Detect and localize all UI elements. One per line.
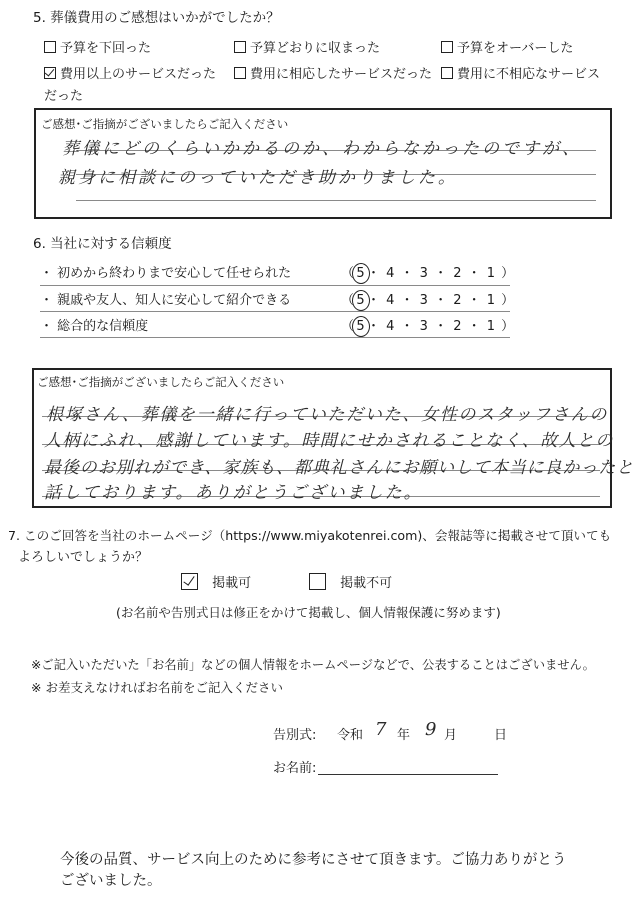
q5-option-under-budget[interactable]: 予算を下回った — [44, 37, 151, 56]
closing-line-2: ございました。 — [60, 873, 162, 889]
name-input-line[interactable] — [318, 774, 498, 775]
checkbox-checked-icon[interactable] — [44, 67, 56, 79]
q6-item-3-rating[interactable]: （5・ 4 ・ 3 ・ 2 ・ 1 ） — [341, 315, 515, 337]
privacy-notice: ※ご記入いただいた「お名前」などの個人情報をホームページなどで、公表することはございません。 — [31, 658, 595, 672]
checkbox-icon[interactable] — [44, 41, 56, 53]
rating-selected[interactable]: 5 — [352, 263, 370, 284]
rating-selected[interactable]: 5 — [352, 290, 370, 311]
q6-comment-line-4: 話しております。ありがとうございました。 — [44, 483, 423, 503]
ceremony-month-value[interactable]: 9 — [425, 719, 437, 740]
ceremony-year-value[interactable]: 7 — [375, 719, 387, 740]
checkbox-icon[interactable] — [441, 67, 453, 79]
q5-comment-label: ご感想･ご指摘がございましたらご記入ください — [41, 117, 289, 131]
ceremony-era: 令和 — [337, 728, 364, 743]
q6-comment-label: ご感想･ご指摘がございましたらご記入ください — [37, 375, 285, 389]
checkbox-icon[interactable] — [441, 41, 453, 53]
q6-comment-line-2: 人柄にふれ、感謝しています。時間にせかされることなく、故人との — [44, 431, 614, 451]
q5-option-over-budget[interactable]: 予算をオーバーした — [441, 37, 573, 56]
ruled-line — [40, 285, 510, 286]
q6-item-2-label: ・ 親戚や友人、知人に安心して紹介できる — [40, 293, 292, 308]
q6-comment-box[interactable] — [32, 368, 635, 508]
ceremony-day-unit: 日 — [494, 728, 508, 743]
ceremony-year-unit: 年 — [397, 728, 411, 743]
checkbox-icon[interactable] — [234, 41, 246, 53]
q6-comment-line-3: 最後のお別れができ、家族も、都典礼さんにお願いして本当に良かったと — [44, 458, 635, 478]
q6-comment-line-1: 根塚さん、葬儀を一緒に行っていただいた、女性のスタッフさんの — [46, 405, 609, 425]
q5-option-wrap-text: だった — [44, 89, 84, 104]
checkbox-icon[interactable] — [309, 573, 326, 590]
ruled-line — [40, 337, 510, 338]
q7-option-publish[interactable]: 掲載可 — [181, 572, 251, 591]
q6-item-1-label: ・ 初めから終わりまで安心して任せられた — [40, 266, 292, 281]
q6-title: 6. 当社に対する信頼度 — [33, 236, 172, 252]
checkbox-icon[interactable] — [234, 67, 246, 79]
q5-comment-line-2: 親身に相談にのっていただき助かりました。 — [58, 168, 458, 188]
rating-selected[interactable]: 5 — [352, 316, 370, 337]
ceremony-label: 告別式: — [273, 728, 317, 743]
q6-item-1-rating[interactable]: （5・ 4 ・ 3 ・ 2 ・ 1 ） — [341, 262, 515, 284]
name-label: お名前: — [273, 761, 317, 776]
q7-title-line-1: 7. このご回答を当社のホームページ（https://www.miyakotenrei.com)、会報誌等に掲載させて頂いても — [8, 528, 612, 543]
q7-option-no-publish[interactable]: 掲載不可 — [309, 572, 392, 591]
q5-option-poor-value[interactable]: 費用に不相応なサービス — [441, 63, 600, 82]
closing-line-1: 今後の品質、サービス向上のために参考にさせて頂きます。ご協力ありがとう — [60, 852, 567, 868]
q6-item-3-label: ・ 総合的な信頼度 — [40, 319, 149, 334]
q5-comment-box[interactable] — [34, 108, 612, 219]
q5-option-fair-value[interactable]: 費用に相応したサービスだった — [234, 63, 432, 82]
q5-title: 5. 葬儀費用のご感想はいかがでしたか？ — [33, 10, 280, 26]
checkbox-checked-icon[interactable] — [181, 573, 198, 590]
ceremony-month-unit: 月 — [444, 728, 458, 743]
ruled-line — [76, 200, 596, 201]
q7-note: (お名前や告別式日は修正をかけて掲載し、個人情報保護に努めます) — [116, 605, 501, 620]
ruled-line — [40, 311, 510, 312]
name-request-notice: ※ お差支えなければお名前をご記入ください — [31, 680, 283, 695]
q5-comment-line-1: 葬儀にどのくらいかかるのか、わからなかったのですが、 — [62, 139, 582, 159]
q6-item-2-rating[interactable]: （5・ 4 ・ 3 ・ 2 ・ 1 ） — [341, 289, 515, 311]
q7-title-line-2: よろしいでしょうか？ — [18, 550, 149, 565]
q5-option-on-budget[interactable]: 予算どおりに収まった — [234, 37, 380, 56]
q5-option-above-value[interactable]: 費用以上のサービスだった — [44, 63, 216, 82]
